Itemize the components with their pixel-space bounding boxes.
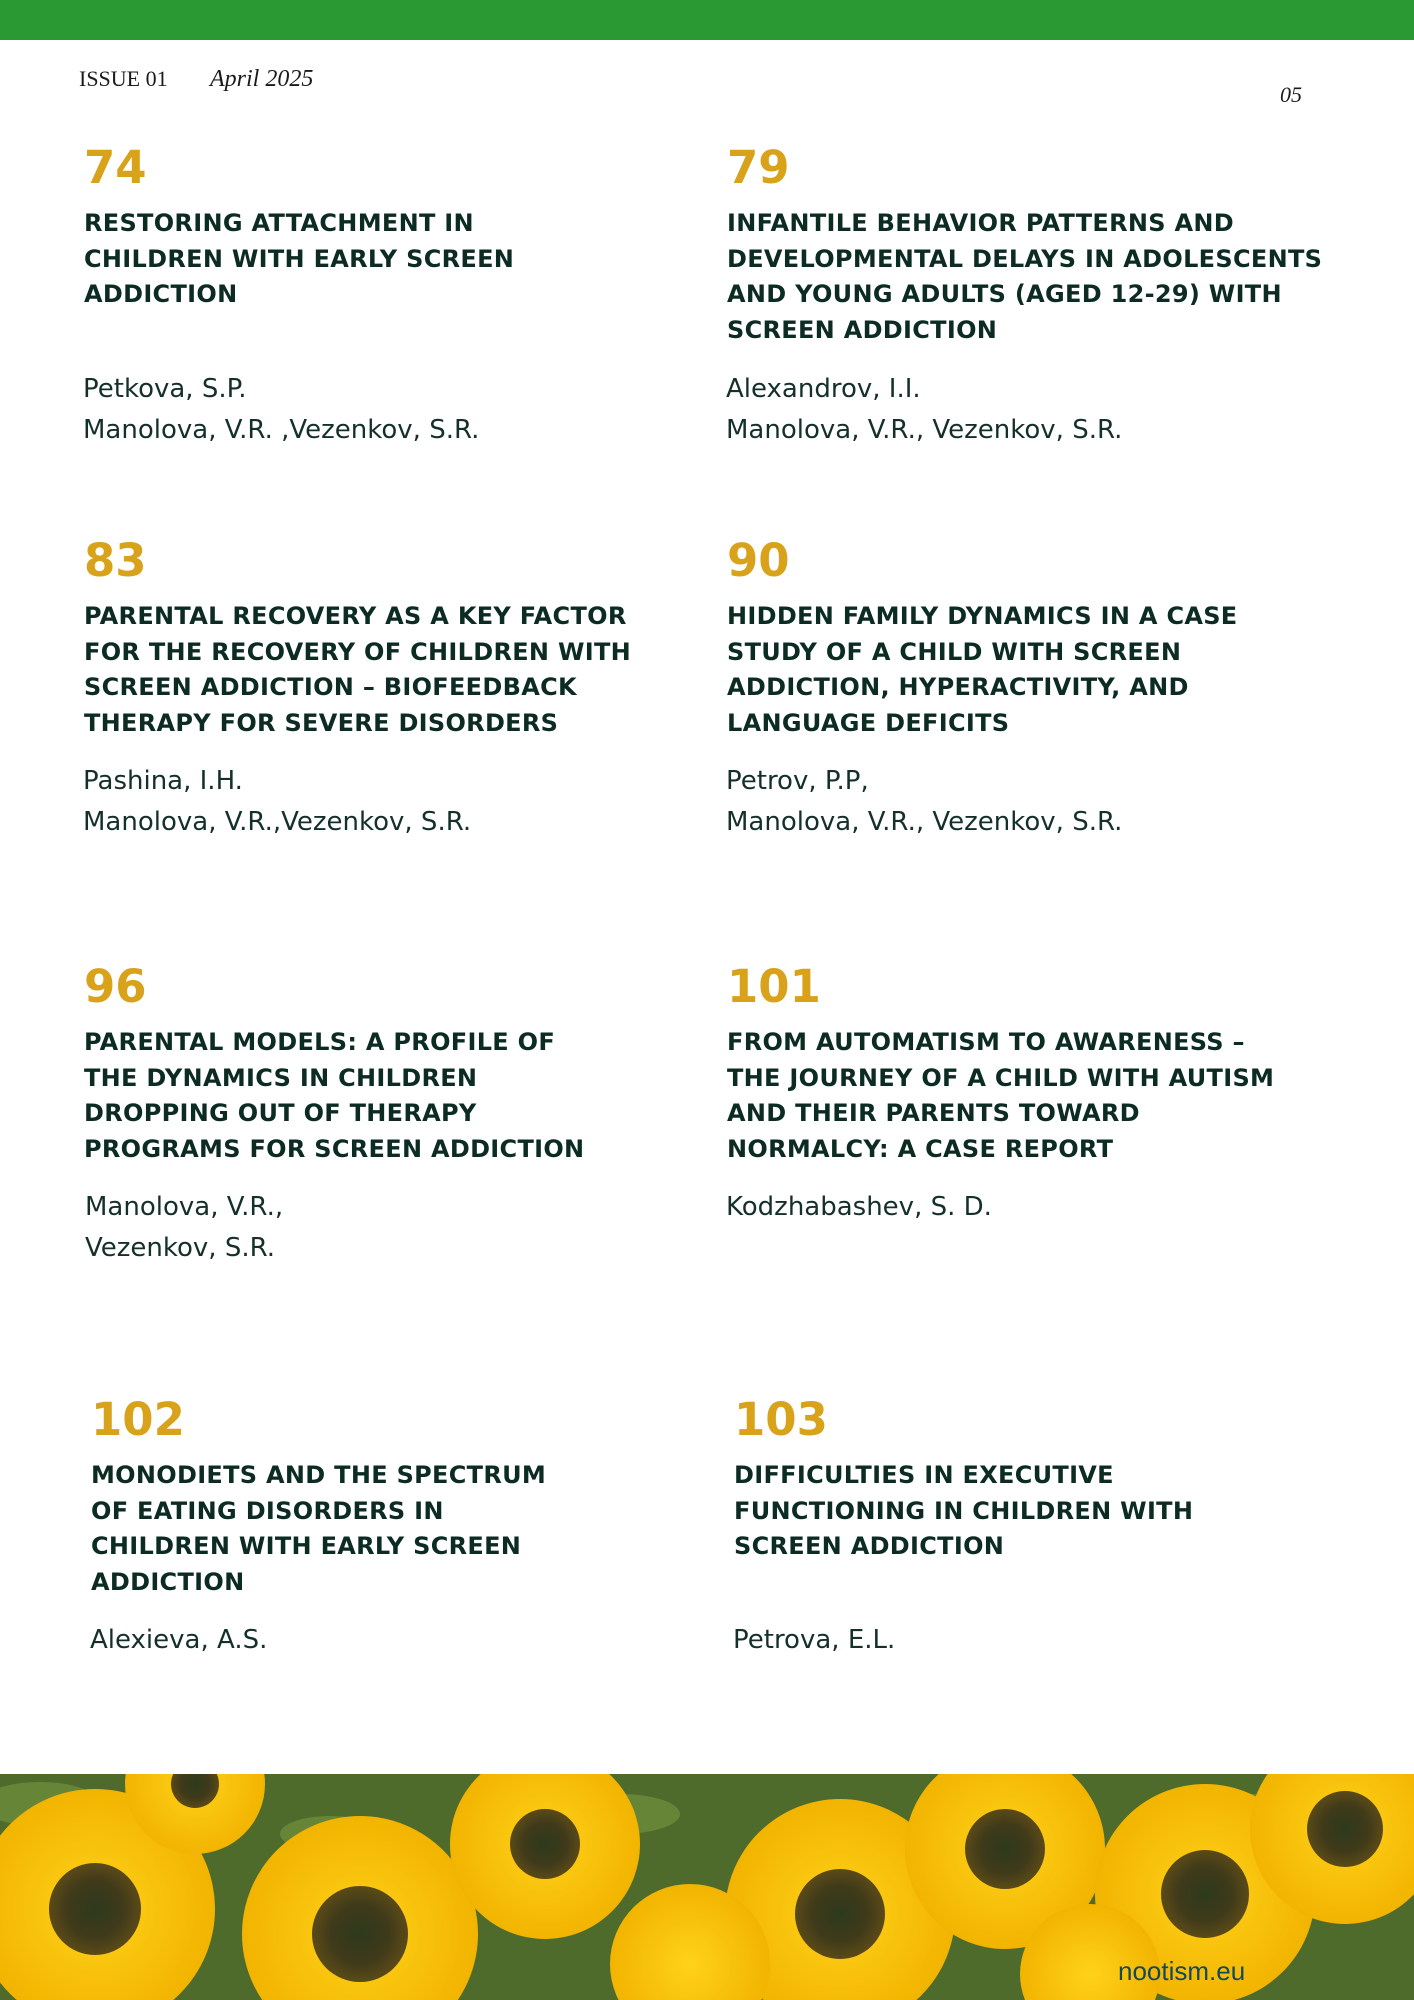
author-line: Manolova, V.R., [85, 1192, 284, 1222]
entry-title: FROM AUTOMATISM TO AWARENESS – THE JOURNEY OF A CHILD WITH AUTISM AND THEIR PARENTS TOWARD NORMALCY: A CASE REPORT [727, 1028, 1275, 1163]
entry-title: PARENTAL RECOVERY AS A KEY FACTOR FOR THE RECOVERY OF CHILDREN WITH SCREEN ADDICTION – BIOFEEDBACK THERAPY FOR SEVERE DISORDERS [84, 602, 632, 737]
author-line: Kodzhabashev, S. D. [726, 1192, 992, 1222]
issue-label: ISSUE 01 [79, 66, 168, 91]
entry-title: MONODIETS AND THE SPECTRUM OF EATING DISORDERS IN CHILDREN WITH EARLY SCREEN ADDICTION [91, 1461, 547, 1596]
entry-authors [733, 1620, 895, 1661]
toc-entry[interactable] [90, 1393, 651, 1655]
author-line: Manolova, V.R. ,Vezenkov, S.R. [83, 415, 480, 445]
entry-page-number: 101 [727, 960, 821, 1013]
entry-page-number: 96 [84, 960, 147, 1013]
author-line: Petrova, E.L. [733, 1625, 896, 1655]
author-line: Petkova, S.P. [83, 374, 247, 404]
entry-page-number: 74 [84, 141, 147, 194]
author-line: Manolova, V.R.,Vezenkov, S.R. [83, 807, 472, 837]
entry-title: PARENTAL MODELS: A PROFILE OF THE DYNAMICS IN CHILDREN DROPPING OUT OF THERAPY PROGRAMS FOR SCREEN ADDICTION [84, 1028, 585, 1163]
top-color-band [0, 0, 1414, 40]
entry-page-number: 102 [91, 1393, 185, 1446]
entry-authors [726, 761, 1122, 843]
footer-website[interactable]: nootism.eu [1118, 1956, 1246, 1986]
issue-date: April 2025 [210, 66, 314, 92]
toc-entry[interactable] [726, 141, 1367, 445]
entry-authors [726, 369, 1122, 451]
entry-authors [726, 1187, 992, 1228]
author-line: Petrov, P.P, [726, 766, 869, 796]
page-number: 05 [1280, 82, 1302, 107]
entry-title: HIDDEN FAMILY DYNAMICS IN A CASE STUDY OF A CHILD WITH SCREEN ADDICTION, HYPERACTIVITY, AND LANGUAGE DEFICITS [727, 602, 1238, 737]
entry-page-number: 103 [734, 1393, 828, 1446]
author-line: Vezenkov, S.R. [85, 1233, 276, 1263]
author-line: Alexandrov, I.I. [726, 374, 921, 404]
author-line: Manolova, V.R., Vezenkov, S.R. [726, 415, 1123, 445]
toc-entry[interactable] [726, 960, 1327, 1222]
toc-entry[interactable] [83, 534, 684, 837]
entry-authors [90, 1620, 267, 1661]
entry-page-number: 79 [727, 141, 790, 194]
toc-entry[interactable] [83, 141, 644, 445]
toc-entry[interactable] [84, 960, 644, 1263]
entry-title: RESTORING ATTACHMENT IN CHILDREN WITH EARLY SCREEN ADDICTION [84, 209, 515, 308]
entry-title: DIFFICULTIES IN EXECUTIVE FUNCTIONING IN CHILDREN WITH SCREEN ADDICTION [734, 1461, 1194, 1560]
entry-page-number: 83 [84, 534, 147, 587]
author-line: Alexieva, A.S. [90, 1625, 268, 1655]
author-line: Manolova, V.R., Vezenkov, S.R. [726, 807, 1123, 837]
entry-authors [85, 1187, 283, 1269]
author-line: Pashina, I.H. [83, 766, 243, 796]
toc-entry[interactable] [726, 534, 1327, 837]
entry-title: INFANTILE BEHAVIOR PATTERNS AND DEVELOPMENTAL DELAYS IN ADOLESCENTS AND YOUNG ADULTS (AGED 12-29) WITH SCREEN ADDICTION [727, 209, 1323, 344]
entry-authors [83, 369, 479, 451]
entry-page-number: 90 [727, 534, 790, 587]
toc-entry[interactable] [733, 1393, 1334, 1655]
entry-authors [83, 761, 471, 843]
